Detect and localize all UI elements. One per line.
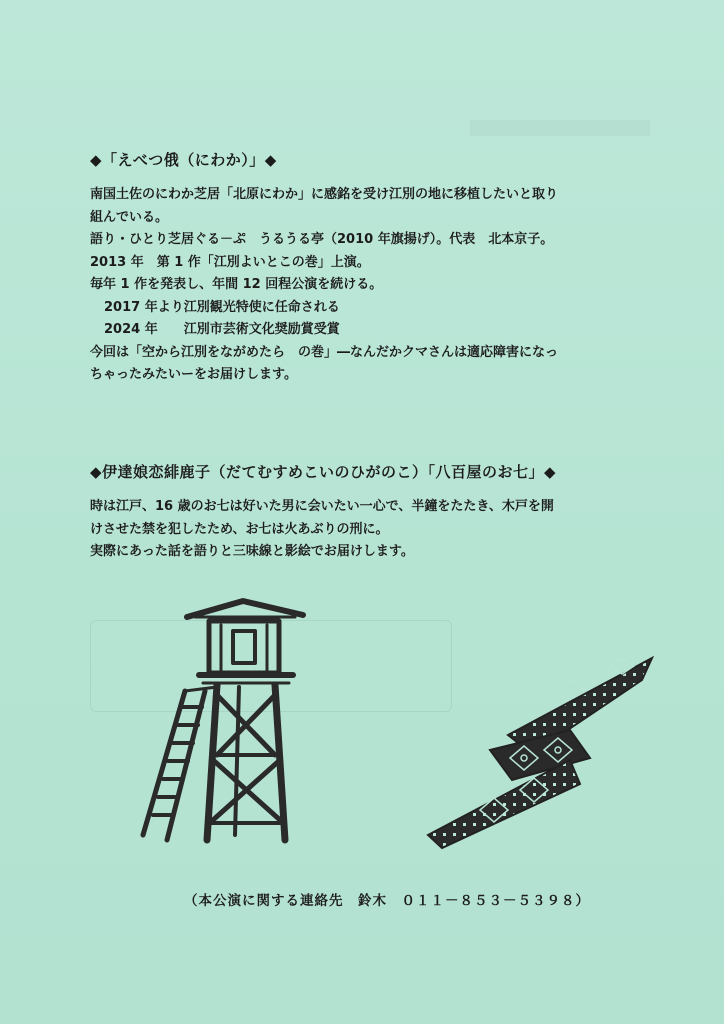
body-line: 2017 年より江別観光特使に任命される [104,299,340,315]
body-line: 今回は「空から江別をながめたら の巻」―なんだかクマさんは適応障害になっ [90,344,559,360]
section-yaoya-oshichi [90,461,630,564]
fire-watchtower-illustration [125,595,325,855]
body-line: 南国土佐のにわか芝居「北原にわか」に感銘を受け江別の地に移植したいと取り [90,187,559,202]
section-heading: ◆伊達娘恋緋鹿子（だてむすめこいのひがのこ）「八百屋のお七」◆ [90,463,557,481]
contact-info: （本公演に関する連絡先 鈴木 ０１１－８５３－５３９８） [184,893,590,909]
bleed-through-decoration [470,120,650,136]
body-line: 時は江戸、16 歳のお七は好いた男に会いたい一心で、半鐘をたたき、木戸を開 [90,499,554,514]
body-line: 2024 年 江別市芸術文化奨励賞受賞 [104,322,340,337]
section-ebetsu-niwaka [90,149,630,387]
body-line: ちゃったみたいーをお届けします。 [90,367,297,382]
kanoko-cloth-illustration [420,650,660,850]
body-line: 組んでいる。 [90,209,169,225]
body-line: 語り・ひとり芝居ぐる－ぷ うるうる亭（2010 年旗揚げ）。代表 北本京子。 [90,232,554,247]
section-heading: ◆「えべつ俄（にわか）」◆ [90,151,277,169]
body-line: 毎年 1 作を発表し、年間 12 回程公演を続ける。 [90,277,383,292]
body-line: 2013 年 第 1 作「江別よいとこの巻」上演。 [90,254,370,270]
body-line: 実際にあった話を語りと三味線と影絵でお届けします。 [90,544,414,559]
body-line: けさせた禁を犯したため、お七は火あぶりの刑に。 [90,521,389,537]
